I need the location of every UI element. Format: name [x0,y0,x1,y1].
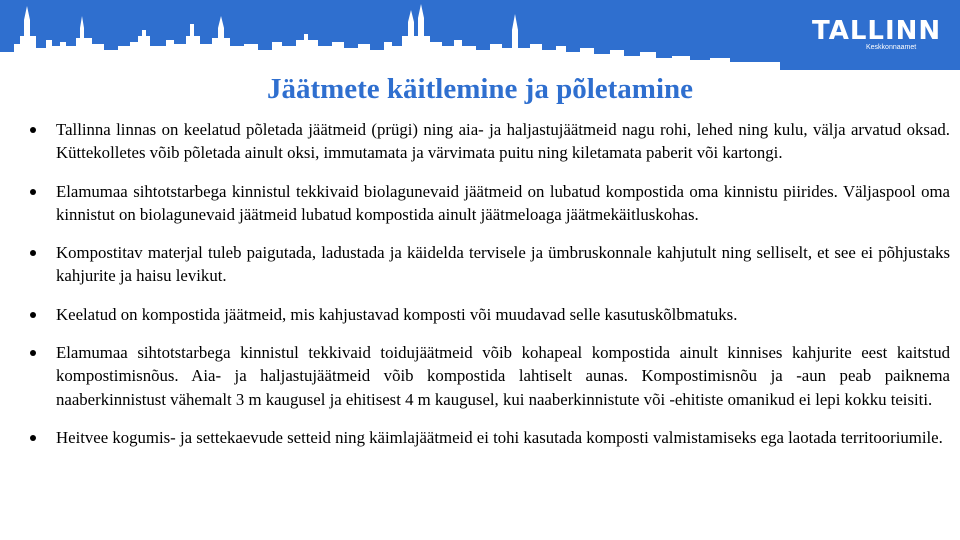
bullet-item [30,180,950,227]
bullet-text: Heitvee kogumis- ja settekaevude setteid ning käimlajäätmeid ei tohi kasutada komposti valmistamiseks ega laotada territooriumile. [56,427,943,447]
logo-subtitle: Keskkonnaamet [866,44,917,51]
header-banner [0,0,960,70]
bullet-dot-icon [30,127,36,133]
page-title: Jäätmete käitlemine ja põletamine [266,73,694,105]
bullet-item [30,303,950,326]
bullet-list [30,118,950,464]
bullet-dot-icon [30,435,36,441]
bullet-dot-icon [30,350,36,356]
bullet-dot-icon [30,312,36,318]
bullet-text: Kompostitav materjal tuleb paigutada, ladustada ja käidelda tervisele ja ümbruskonnale kahjutult ning selliselt, et see ei põhjustaks kahjurite ja haisu levikut. [56,243,950,286]
bullet-text: Keelatud on kompostida jäätmeid, mis kahjustavad komposti või muudavad selle kasutuskõlbmatuks. [56,304,738,324]
bullet-item [30,241,950,288]
tallinn-skyline-graphic [0,0,780,70]
bullet-item [30,341,950,411]
bullet-text: Elamumaa sihtotstarbega kinnistul tekkivaid toidujäätmeid võib kohapeal kompostida ainult kinnises kahjurite eest kaitstud kompostimisnõus. Aia- ja haljastujäätmeid võib kompostida lahtiselt aunas. Kompostimisnõu ja -aun peab paiknema naaberkinnistust vähemalt 3 m kaugusel ja ehitisest 4 m kaugusel, kui naaberkinnistute või -ehitiste omanikud ei lepi kokku teisiti. [56,343,950,409]
tallinn-logo [808,16,942,56]
bullet-dot-icon [30,189,36,195]
logo-wordmark: TALLINN [812,16,942,46]
bullet-item [30,118,950,165]
bullet-item [30,426,950,449]
bullet-text: Elamumaa sihtotstarbega kinnistul tekkivaid biolagunevaid jäätmeid on lubatud kompostida oma kinnistu piirides. Väljaspool oma kinnistut on biolagunevaid jäätmeid lubatud kompostida ainult jäätmeloaga jäätmekäitluskohas. [56,181,950,224]
bullet-text: Tallinna linnas on keelatud põletada jäätmeid (prügi) ning aia- ja haljastujäätmeid nagu rohi, lehed ning kulu, välja arvatud oksad. Küttekolletes võib põletada ainult oksi, immutamata ja värvimata puitu ning kiletamata paberit või kartongi. [56,120,950,163]
bullet-dot-icon [30,250,36,256]
